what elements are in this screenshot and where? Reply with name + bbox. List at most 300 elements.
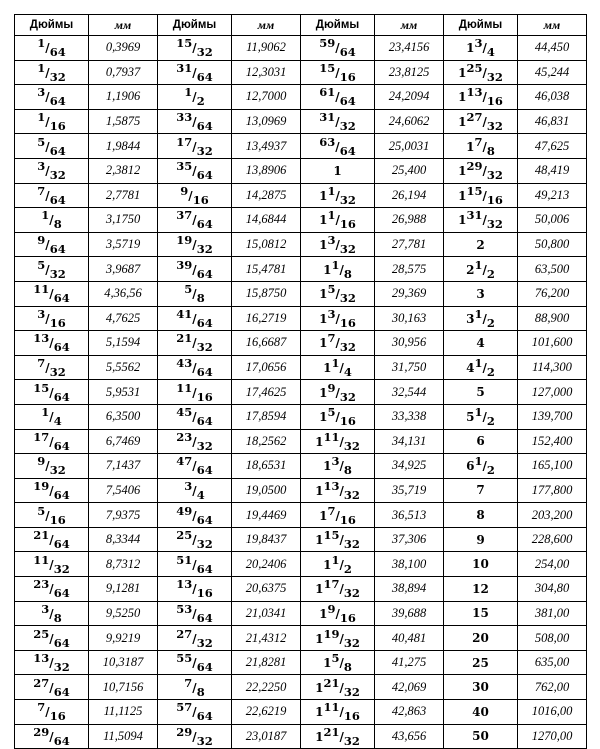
mm-value-cell: 14,2875 — [232, 183, 301, 208]
fraction-numerator: 17 — [33, 429, 50, 444]
inch-fraction — [33, 725, 69, 748]
fraction-slash: / — [339, 361, 344, 376]
fraction-slash: / — [45, 311, 50, 326]
fraction-denominator: 32 — [196, 242, 213, 257]
mm-value-cell: 34,131 — [375, 429, 444, 454]
inch-value-cell — [15, 626, 89, 651]
inch-fraction — [33, 528, 69, 551]
inch-value-cell — [444, 552, 518, 577]
inch-whole: 1 — [315, 434, 324, 449]
inch-fraction — [474, 258, 494, 281]
mm-value-cell: 127,000 — [518, 380, 587, 405]
inch-fraction — [33, 577, 69, 600]
table-row — [15, 134, 587, 159]
inch-whole: 1 — [323, 557, 332, 572]
fraction-denominator: 32 — [49, 365, 66, 380]
fraction-numerator: 53 — [176, 601, 193, 616]
inch-fraction — [37, 307, 65, 330]
fraction-slash: / — [335, 410, 340, 425]
inch-value-cell — [301, 380, 375, 405]
inch-value-cell — [158, 208, 232, 233]
fraction-slash: / — [45, 361, 50, 376]
mm-value-cell: 21,8281 — [232, 650, 301, 675]
fraction-numerator: 1 — [474, 257, 483, 272]
inch-fraction — [323, 725, 359, 748]
inch-value-cell — [15, 36, 89, 61]
header-mm: мм — [89, 15, 158, 36]
mm-value-cell: 37,306 — [375, 527, 444, 552]
fraction-slash: / — [192, 459, 197, 474]
fraction-denominator: 8 — [53, 217, 62, 232]
fraction-slash: / — [192, 533, 197, 548]
fraction-slash: / — [192, 606, 197, 621]
fraction-slash: / — [335, 139, 340, 154]
inch-whole: 2 — [476, 237, 485, 252]
inch-value-cell — [158, 429, 232, 454]
inch-fraction — [323, 627, 359, 650]
fraction-slash: / — [192, 115, 197, 130]
mm-value-cell: 17,0656 — [232, 355, 301, 380]
fraction-slash: / — [482, 90, 487, 105]
inch-whole: 15 — [472, 606, 489, 621]
inch-value-cell — [301, 724, 375, 749]
inch-value-cell — [15, 552, 89, 577]
fraction-denominator: 8 — [196, 291, 205, 306]
table-body — [15, 36, 587, 749]
fraction-numerator: 9 — [327, 601, 336, 616]
fraction-slash: / — [192, 656, 197, 671]
fraction-denominator: 64 — [49, 94, 66, 109]
fraction-numerator: 29 — [176, 724, 193, 739]
fraction-numerator: 41 — [176, 306, 193, 321]
fraction-numerator: 11 — [33, 552, 50, 567]
fraction-slash: / — [45, 459, 50, 474]
inch-fraction — [474, 135, 494, 158]
inch-whole: 1 — [319, 336, 328, 351]
mm-value-cell: 20,2406 — [232, 552, 301, 577]
table-row — [15, 478, 587, 503]
inch-value-cell — [15, 85, 89, 110]
fraction-denominator: 64 — [339, 143, 356, 158]
inch-value-cell — [444, 281, 518, 306]
inch-whole: 6 — [476, 434, 485, 449]
mm-value-cell: 3,5719 — [89, 232, 158, 257]
fraction-numerator: 25 — [33, 626, 50, 641]
inch-value-cell — [158, 158, 232, 183]
fraction-denominator: 32 — [196, 340, 213, 355]
mm-value-cell: 9,5250 — [89, 601, 158, 626]
inch-value-cell — [158, 281, 232, 306]
inch-whole: 1 — [319, 188, 328, 203]
fraction-denominator: 4 — [343, 365, 352, 380]
inch-value-cell — [15, 429, 89, 454]
inch-fraction — [466, 159, 502, 182]
inch-value-cell — [158, 183, 232, 208]
mm-value-cell: 48,419 — [518, 158, 587, 183]
inch-fraction — [474, 356, 494, 379]
mm-value-cell: 40,481 — [375, 626, 444, 651]
fraction-denominator: 32 — [343, 487, 360, 502]
inch-fraction — [33, 381, 69, 404]
fraction-slash: / — [45, 164, 50, 179]
mm-value-cell: 50,006 — [518, 208, 587, 233]
fraction-numerator: 9 — [37, 454, 46, 469]
fraction-slash: / — [192, 631, 197, 646]
inch-value-cell — [444, 527, 518, 552]
fraction-slash: / — [49, 533, 54, 548]
inch-value-cell — [15, 232, 89, 257]
mm-value-cell: 101,600 — [518, 331, 587, 356]
inch-fraction — [176, 159, 212, 182]
inch-fraction — [37, 258, 65, 281]
inch-fraction — [327, 184, 355, 207]
inch-fraction — [319, 135, 355, 158]
fraction-denominator: 64 — [196, 119, 213, 134]
mm-value-cell: 11,5094 — [89, 724, 158, 749]
inch-fraction — [37, 700, 65, 723]
fraction-slash: / — [49, 656, 54, 671]
fraction-slash: / — [49, 680, 54, 695]
fraction-denominator: 64 — [196, 168, 213, 183]
mm-value-cell: 47,625 — [518, 134, 587, 159]
mm-value-cell: 19,0500 — [232, 478, 301, 503]
table-row — [15, 700, 587, 725]
inch-fraction — [466, 208, 502, 231]
inch-value-cell — [444, 306, 518, 331]
inch-fraction — [176, 381, 212, 404]
inch-value-cell — [301, 306, 375, 331]
inch-fraction — [331, 258, 351, 281]
inch-value-cell — [444, 454, 518, 479]
fraction-denominator: 64 — [53, 733, 70, 748]
mm-value-cell: 11,1125 — [89, 700, 158, 725]
mm-value-cell: 42,069 — [375, 675, 444, 700]
inch-whole: 1 — [458, 65, 467, 80]
inch-value-cell — [15, 650, 89, 675]
inch-value-cell — [301, 355, 375, 380]
fraction-numerator: 17 — [176, 134, 193, 149]
inch-whole: 1 — [315, 705, 324, 720]
mm-value-cell: 25,0031 — [375, 134, 444, 159]
inch-value-cell — [301, 577, 375, 602]
fraction-denominator: 32 — [343, 684, 360, 699]
inch-value-cell — [444, 601, 518, 626]
fraction-numerator: 21 — [33, 528, 50, 543]
inch-value-cell — [444, 134, 518, 159]
mm-value-cell: 49,213 — [518, 183, 587, 208]
table-row — [15, 36, 587, 61]
fraction-denominator: 32 — [339, 242, 356, 257]
fraction-denominator: 64 — [196, 69, 213, 84]
fraction-numerator: 3 — [37, 85, 46, 100]
fraction-denominator: 32 — [339, 119, 356, 134]
mm-value-cell: 381,00 — [518, 601, 587, 626]
fraction-denominator: 32 — [339, 291, 356, 306]
inch-value-cell — [158, 109, 232, 134]
inch-fraction — [319, 36, 355, 59]
inch-fraction — [33, 651, 69, 674]
fraction-denominator: 32 — [343, 537, 360, 552]
inch-fraction — [176, 725, 212, 748]
fraction-numerator: 7 — [37, 183, 46, 198]
table-row — [15, 626, 587, 651]
conversion-table-wrapper — [14, 14, 587, 749]
inch-fraction — [331, 356, 351, 379]
inch-value-cell — [444, 404, 518, 429]
fraction-denominator: 64 — [49, 45, 66, 60]
fraction-numerator: 27 — [33, 675, 50, 690]
fraction-numerator: 7 — [184, 675, 193, 690]
mm-value-cell: 46,038 — [518, 85, 587, 110]
fraction-slash: / — [339, 631, 344, 646]
mm-value-cell: 7,1437 — [89, 454, 158, 479]
fraction-denominator: 64 — [196, 315, 213, 330]
mm-value-cell: 152,400 — [518, 429, 587, 454]
fraction-denominator: 32 — [343, 438, 360, 453]
mm-value-cell: 4,7625 — [89, 306, 158, 331]
fraction-numerator: 9 — [327, 380, 336, 395]
fraction-slash: / — [192, 361, 197, 376]
inch-value-cell — [444, 232, 518, 257]
mm-value-cell: 2,7781 — [89, 183, 158, 208]
fraction-denominator: 16 — [339, 610, 356, 625]
fraction-slash: / — [339, 680, 344, 695]
fraction-numerator: 1 — [331, 552, 340, 567]
fraction-denominator: 16 — [486, 192, 503, 207]
table-row — [15, 306, 587, 331]
inch-whole: 1 — [319, 311, 328, 326]
fraction-slash: / — [192, 680, 197, 695]
fraction-slash: / — [482, 41, 487, 56]
fraction-slash: / — [339, 729, 344, 744]
inch-fraction — [37, 159, 65, 182]
fraction-denominator: 32 — [49, 69, 66, 84]
mm-value-cell: 0,3969 — [89, 36, 158, 61]
fraction-denominator: 32 — [343, 586, 360, 601]
inch-value-cell — [158, 85, 232, 110]
fraction-denominator: 64 — [196, 414, 213, 429]
fraction-numerator: 25 — [466, 60, 483, 75]
fraction-numerator: 5 — [37, 503, 46, 518]
fraction-denominator: 64 — [49, 242, 66, 257]
fraction-numerator: 9 — [37, 233, 46, 248]
fraction-slash: / — [49, 213, 54, 228]
fraction-denominator: 64 — [49, 192, 66, 207]
fraction-numerator: 57 — [176, 700, 193, 715]
fraction-numerator: 1 — [37, 36, 46, 51]
mm-value-cell: 1270,00 — [518, 724, 587, 749]
mm-value-cell: 39,688 — [375, 601, 444, 626]
fraction-numerator: 5 — [331, 651, 340, 666]
mm-value-cell: 5,1594 — [89, 331, 158, 356]
fraction-slash: / — [339, 533, 344, 548]
inch-whole: 1 — [319, 238, 328, 253]
fraction-numerator: 31 — [319, 110, 336, 125]
inch-fraction — [33, 479, 69, 502]
mm-value-cell: 21,0341 — [232, 601, 301, 626]
fraction-slash: / — [335, 41, 340, 56]
fraction-denominator: 32 — [486, 217, 503, 232]
inch-value-cell — [301, 36, 375, 61]
fraction-numerator: 11 — [176, 380, 193, 395]
fraction-slash: / — [49, 631, 54, 646]
mm-value-cell: 22,2250 — [232, 675, 301, 700]
fraction-slash: / — [45, 188, 50, 203]
table-row — [15, 552, 587, 577]
inch-fraction — [327, 208, 355, 231]
inch-value-cell — [301, 675, 375, 700]
mm-value-cell: 16,2719 — [232, 306, 301, 331]
inch-fraction — [176, 528, 212, 551]
inch-whole: 3 — [476, 286, 485, 301]
inch-value-cell — [301, 109, 375, 134]
fraction-numerator: 3 — [184, 478, 193, 493]
inch-value-cell — [301, 527, 375, 552]
inch-whole: 1 — [333, 163, 342, 178]
fraction-slash: / — [482, 164, 487, 179]
fraction-denominator: 16 — [49, 709, 66, 724]
fraction-numerator: 7 — [474, 134, 483, 149]
inch-value-cell — [158, 355, 232, 380]
inch-fraction — [184, 85, 204, 108]
inch-fraction — [327, 381, 355, 404]
fraction-numerator: 5 — [327, 405, 336, 420]
fraction-denominator: 64 — [53, 635, 70, 650]
fraction-numerator: 1 — [37, 110, 46, 125]
inch-fraction — [176, 135, 212, 158]
inch-fraction — [41, 602, 61, 625]
fraction-slash: / — [45, 65, 50, 80]
fraction-slash: / — [482, 65, 487, 80]
table-row — [15, 355, 587, 380]
fraction-slash: / — [335, 188, 340, 203]
fraction-denominator: 64 — [196, 217, 213, 232]
table-row — [15, 724, 587, 749]
inch-fraction — [319, 110, 355, 133]
inch-fraction — [327, 233, 355, 256]
fraction-slash: / — [482, 213, 487, 228]
mm-value-cell: 228,600 — [518, 527, 587, 552]
fraction-slash: / — [192, 139, 197, 154]
inch-value-cell — [444, 36, 518, 61]
mm-value-cell: 19,4469 — [232, 503, 301, 528]
mm-value-cell: 27,781 — [375, 232, 444, 257]
inch-whole: 20 — [472, 631, 489, 646]
fraction-denominator: 8 — [343, 463, 352, 478]
inch-whole: 4 — [476, 335, 485, 350]
table-row — [15, 527, 587, 552]
fraction-numerator: 3 — [331, 454, 340, 469]
fraction-denominator: 16 — [192, 192, 209, 207]
fraction-numerator: 59 — [319, 36, 336, 51]
fraction-denominator: 64 — [196, 365, 213, 380]
inch-whole: 3 — [466, 311, 475, 326]
inch-whole: 1 — [466, 41, 475, 56]
inch-value-cell — [158, 404, 232, 429]
inch-fraction — [327, 307, 355, 330]
mm-value-cell: 21,4312 — [232, 626, 301, 651]
mm-value-cell: 13,4937 — [232, 134, 301, 159]
inch-fraction — [176, 331, 212, 354]
fraction-denominator: 32 — [53, 561, 70, 576]
fraction-slash: / — [192, 385, 197, 400]
inch-whole: 5 — [476, 385, 485, 400]
mm-value-cell: 18,2562 — [232, 429, 301, 454]
inch-whole: 1 — [458, 164, 467, 179]
inch-value-cell — [158, 552, 232, 577]
mm-value-cell: 44,450 — [518, 36, 587, 61]
fraction-numerator: 33 — [176, 110, 193, 125]
fraction-numerator: 3 — [327, 233, 336, 248]
inch-value-cell — [444, 724, 518, 749]
inch-value-cell — [158, 36, 232, 61]
inch-value-cell — [15, 109, 89, 134]
mm-value-cell: 20,6375 — [232, 577, 301, 602]
fraction-numerator: 47 — [176, 454, 193, 469]
fraction-denominator: 16 — [343, 709, 360, 724]
table-row — [15, 60, 587, 85]
fraction-slash: / — [335, 311, 340, 326]
table-row — [15, 454, 587, 479]
fraction-slash: / — [482, 115, 487, 130]
inch-whole: 1 — [315, 582, 324, 597]
fraction-numerator: 1 — [474, 405, 483, 420]
mm-value-cell: 22,6219 — [232, 700, 301, 725]
mm-value-cell: 36,513 — [375, 503, 444, 528]
inch-whole: 1 — [458, 188, 467, 203]
mm-value-cell: 254,00 — [518, 552, 587, 577]
mm-value-cell: 33,338 — [375, 404, 444, 429]
fraction-denominator: 32 — [339, 192, 356, 207]
inch-fraction — [466, 85, 502, 108]
inch-value-cell — [158, 577, 232, 602]
inch-fraction — [176, 553, 212, 576]
inch-value-cell — [15, 527, 89, 552]
mm-value-cell: 114,300 — [518, 355, 587, 380]
fraction-denominator: 64 — [339, 94, 356, 109]
fraction-slash: / — [192, 582, 197, 597]
inch-value-cell — [158, 134, 232, 159]
fraction-denominator: 32 — [343, 635, 360, 650]
fraction-numerator: 31 — [466, 208, 483, 223]
fraction-denominator: 64 — [53, 438, 70, 453]
fraction-slash: / — [49, 582, 54, 597]
fraction-numerator: 15 — [176, 36, 193, 51]
mm-value-cell: 25,400 — [375, 158, 444, 183]
fraction-denominator: 16 — [339, 414, 356, 429]
fraction-denominator: 64 — [196, 610, 213, 625]
fraction-numerator: 13 — [33, 651, 50, 666]
inch-whole: 4 — [466, 361, 475, 376]
fraction-numerator: 49 — [176, 503, 193, 518]
fraction-numerator: 1 — [474, 356, 483, 371]
fraction-denominator: 4 — [53, 414, 62, 429]
inch-value-cell — [158, 232, 232, 257]
inch-fraction — [37, 454, 65, 477]
inch-whole: 40 — [472, 704, 489, 719]
inch-value-cell — [15, 134, 89, 159]
fraction-denominator: 32 — [49, 266, 66, 281]
fraction-slash: / — [45, 705, 50, 720]
mm-value-cell: 38,894 — [375, 577, 444, 602]
inch-whole: 7 — [476, 483, 485, 498]
mm-value-cell: 31,750 — [375, 355, 444, 380]
mm-value-cell: 7,9375 — [89, 503, 158, 528]
table-row — [15, 331, 587, 356]
inch-whole: 5 — [466, 410, 475, 425]
inch-value-cell — [15, 454, 89, 479]
inch-whole: 1 — [458, 115, 467, 130]
